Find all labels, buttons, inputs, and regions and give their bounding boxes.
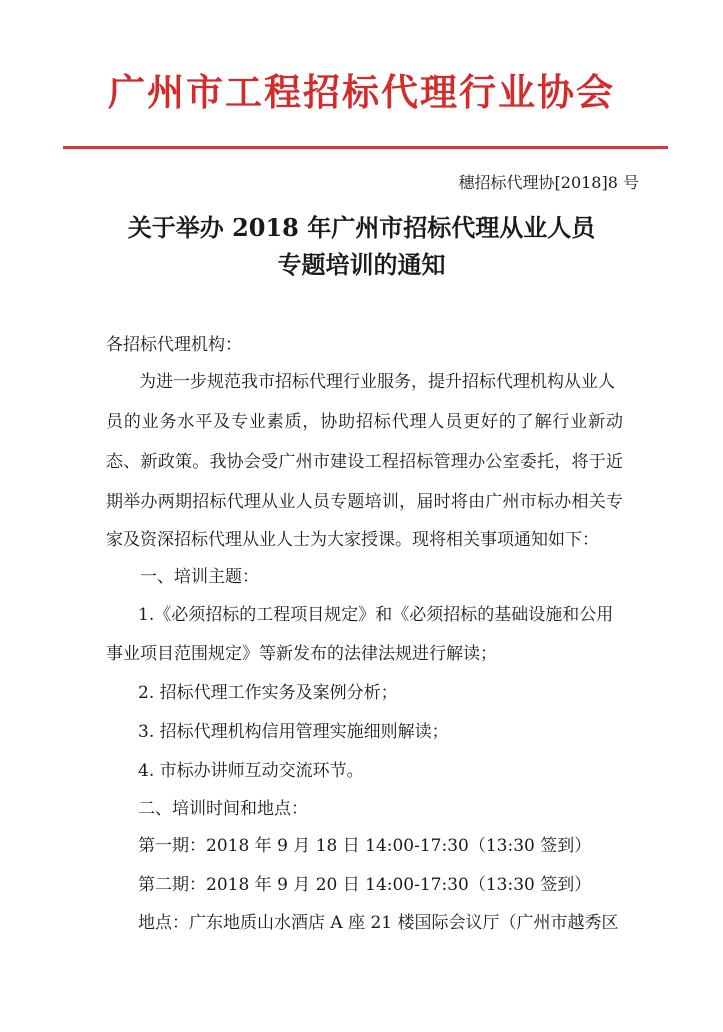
topic-item: 3. 招标代理机构信用管理实施细则解读； <box>138 722 449 742</box>
session-item: 第二期：2018 年 9 月 20 日 14:00-17:30（13:30 签到） <box>138 875 592 895</box>
topic-item-continued: 事业项目范围规定》等新发布的法律法规进行解读； <box>106 644 497 664</box>
topic-item: 1.《必须招标的工程项目规定》和《必须招标的基础设施和公用 <box>138 605 614 625</box>
topic-item: 4. 市标办讲师互动交流环节。 <box>138 761 364 781</box>
section2-heading: 二、培训时间和地点： <box>138 799 308 819</box>
header-divider <box>63 146 668 149</box>
intro-line: 态、新政策。我协会受广州市建设工程招标管理办公室委托，将于近 <box>106 452 623 472</box>
topic-item: 2. 招标代理工作实务及案例分析； <box>138 683 398 703</box>
salutation: 各招标代理机构： <box>106 335 242 355</box>
section1-heading: 一、培训主题： <box>140 567 259 587</box>
intro-line: 家及资深招标代理从业人士为大家授课。现将相关事项通知如下： <box>106 530 599 550</box>
location-line: 地点：广东地质山水酒店 A 座 21 楼国际会议厅（广州市越秀区 <box>138 913 619 933</box>
intro-line: 为进一步规范我市招标代理行业服务，提升招标代理机构从业人 <box>139 372 615 392</box>
intro-line: 员的业务水平及专业素质，协助招标代理人员更好的了解行业新动 <box>106 412 623 432</box>
document-number: 穗招标代理协[2018]8 号 <box>458 173 639 192</box>
intro-line: 期举办两期招标代理从业人员专题培训，届时将由广州市标办相关专 <box>106 492 623 512</box>
document-title-line1: 关于举办 2018 年广州市招标代理从业人员 <box>127 213 596 242</box>
session-item: 第一期：2018 年 9 月 18 日 14:00-17:30（13:30 签到） <box>138 836 592 856</box>
document-title-line2: 专题培训的通知 <box>277 250 446 279</box>
organization-header: 广州市工程招标代理行业协会 <box>108 70 615 114</box>
